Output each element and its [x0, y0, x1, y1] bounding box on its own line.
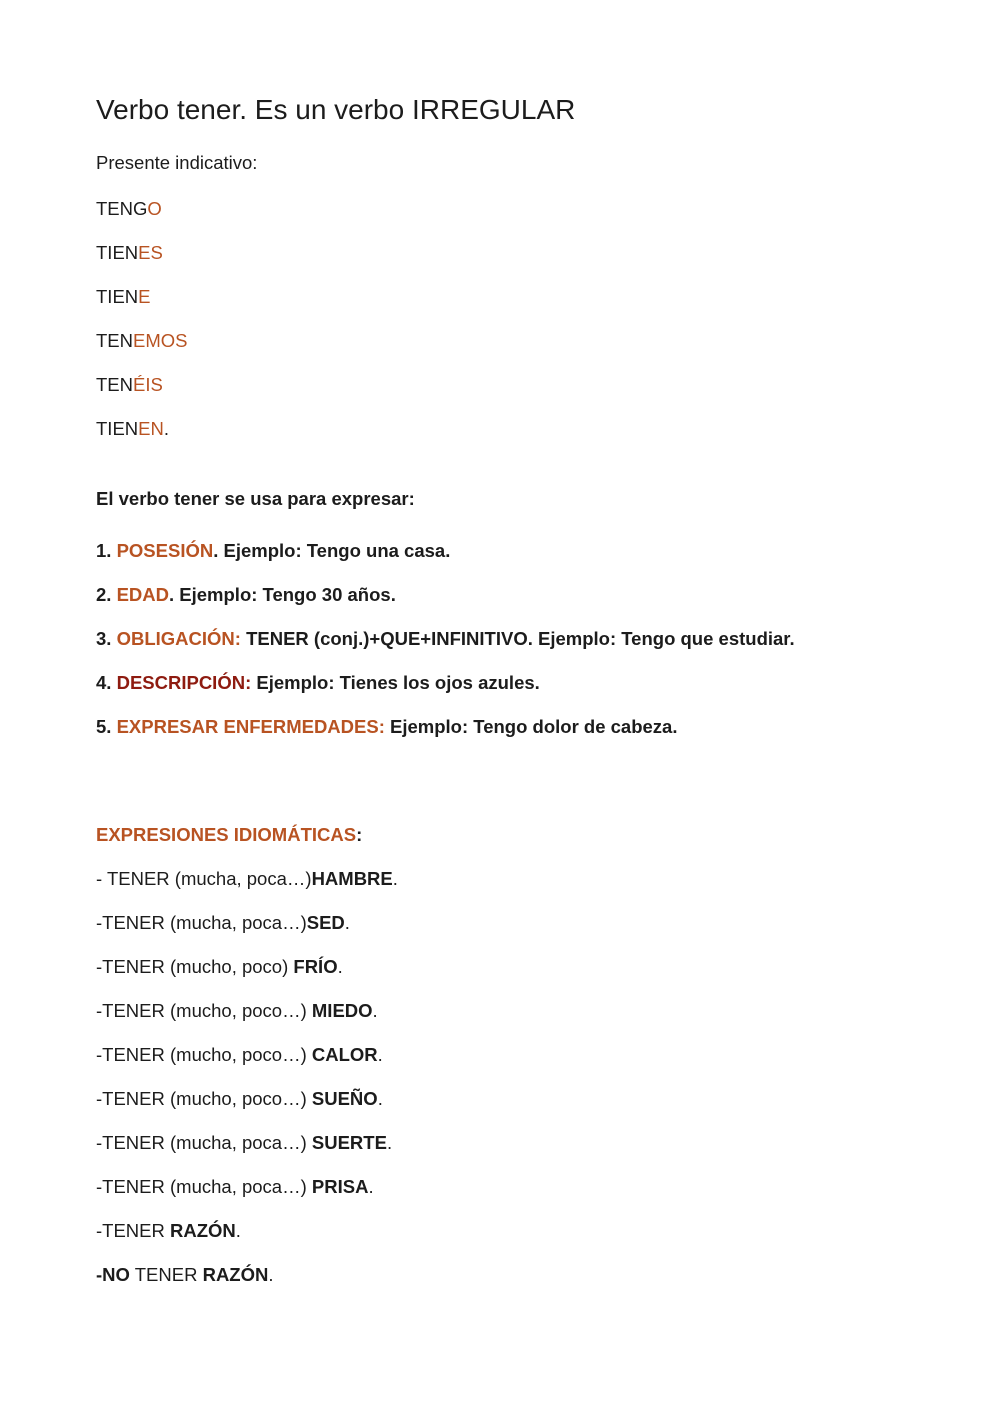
item-number: 1. [96, 540, 117, 561]
idiom-keyword: RAZÓN [202, 1264, 269, 1285]
item-number: 5. [96, 716, 117, 737]
verb-ending: EMOS [133, 330, 188, 351]
use-item [96, 540, 795, 584]
idiom-prefix: -TENER (mucha, poca…) [96, 1132, 312, 1153]
idiom-keyword: SUERTE [311, 1132, 387, 1153]
idiom-item [96, 1132, 398, 1176]
use-example: Ejemplo: Tienes los ojos azules. [251, 672, 540, 693]
verb-stem: TIEN [96, 286, 139, 307]
conjugation-item [96, 374, 187, 418]
verb-ending: ÉIS [133, 374, 163, 395]
idiom-suffix: . [392, 868, 398, 889]
idiom-item [96, 912, 398, 956]
idiom-keyword: SED [306, 912, 345, 933]
use-keyword: DESCRIPCIÓN: [116, 672, 252, 693]
idiom-item [96, 868, 398, 912]
conjugation-item [96, 330, 187, 374]
use-keyword: EXPRESAR ENFERMEDADES: [116, 716, 385, 737]
section-label-presente-indicativo: Presente indicativo: [96, 152, 258, 173]
idiom-prefix: -TENER (mucha, poca…) [96, 1176, 312, 1197]
use-item [96, 628, 795, 672]
idiom-keyword: RAZÓN [170, 1220, 236, 1241]
idiom-suffix: . [377, 1044, 383, 1065]
use-example: Ejemplo: Tengo dolor de cabeza. [384, 716, 678, 737]
idiom-suffix: . [372, 1000, 378, 1021]
idiom-prefix: -TENER (mucho, poco) [96, 956, 294, 977]
verb-ending: E [138, 286, 151, 307]
idiom-keyword: MIEDO [311, 1000, 373, 1021]
idiom-suffix: . [386, 1132, 393, 1153]
item-number: 2. [96, 584, 117, 605]
idiom-suffix: . [344, 912, 350, 933]
idiom-item [96, 1000, 398, 1044]
use-example: TENER (conj.)+QUE+INFINITIVO. Ejemplo: Tengo que estudiar. [240, 628, 795, 649]
idiom-item [96, 1044, 398, 1088]
idioms-heading-colon: : [356, 824, 363, 845]
idiom-item [96, 1176, 398, 1220]
item-number: 4. [96, 672, 117, 693]
conjugation-list [96, 198, 187, 462]
idioms-heading-text: EXPRESIONES IDIOMÁTICAS [96, 824, 357, 845]
idiom-item [96, 956, 398, 1000]
idiom-item [96, 1088, 398, 1132]
verb-ending: EN [138, 418, 164, 439]
use-item [96, 672, 795, 716]
idiom-keyword: HAMBRE [311, 868, 393, 889]
idiom-item [96, 1220, 398, 1264]
verb-stem: TENG [96, 198, 148, 219]
use-keyword: POSESIÓN [116, 540, 214, 561]
idiom-prefix: -TENER [96, 1220, 170, 1241]
conjugation-item [96, 198, 187, 242]
idiom-keyword: PRISA [311, 1176, 369, 1197]
verb-ending: O [147, 198, 162, 219]
idiom-prefix: -TENER (mucho, poco…) [96, 1000, 312, 1021]
use-keyword: EDAD [116, 584, 169, 605]
idiom-prefix: -TENER (mucho, poco…) [96, 1044, 312, 1065]
verb-tail: . [163, 418, 169, 439]
verb-stem: TIEN [96, 242, 139, 263]
page-title: Verbo tener. Es un verbo IRREGULAR [96, 94, 576, 125]
conjugation-item [96, 418, 187, 462]
verb-uses-section [96, 488, 795, 760]
use-item [96, 584, 795, 628]
idiom-keyword: CALOR [311, 1044, 378, 1065]
conjugation-item [96, 286, 187, 330]
idiom-prefix: -TENER (mucha, poca…) [96, 912, 307, 933]
use-keyword: OBLIGACIÓN: [116, 628, 241, 649]
idiom-suffix: . [368, 1176, 374, 1197]
idiom-keyword: SUEÑO [311, 1088, 378, 1109]
use-item [96, 716, 795, 760]
idiom-mid: TENER [129, 1264, 203, 1285]
verb-stem: TIEN [96, 418, 139, 439]
idioms-heading [96, 824, 398, 868]
idiom-suffix: . [337, 956, 343, 977]
idiomatic-expressions-section [96, 824, 398, 1308]
use-example: . Ejemplo: Tengo 30 años. [169, 584, 396, 605]
item-number: 3. [96, 628, 117, 649]
idiom-suffix: . [377, 1088, 383, 1109]
idiom-prefix: - TENER (mucha, poca…) [96, 868, 312, 889]
uses-heading: El verbo tener se usa para expresar: [96, 488, 415, 509]
use-example: . Ejemplo: Tengo una casa. [213, 540, 451, 561]
idiom-suffix: . [268, 1264, 274, 1285]
idiom-item [96, 1264, 398, 1308]
idiom-bold-lead: -NO [96, 1264, 130, 1285]
conjugation-item [96, 242, 187, 286]
verb-stem: TEN [96, 330, 133, 351]
idiom-keyword: FRÍO [293, 956, 338, 977]
verb-ending: ES [138, 242, 163, 263]
idiom-prefix: -TENER (mucho, poco…) [96, 1088, 312, 1109]
idiom-suffix: . [235, 1220, 241, 1241]
verb-stem: TEN [96, 374, 133, 395]
